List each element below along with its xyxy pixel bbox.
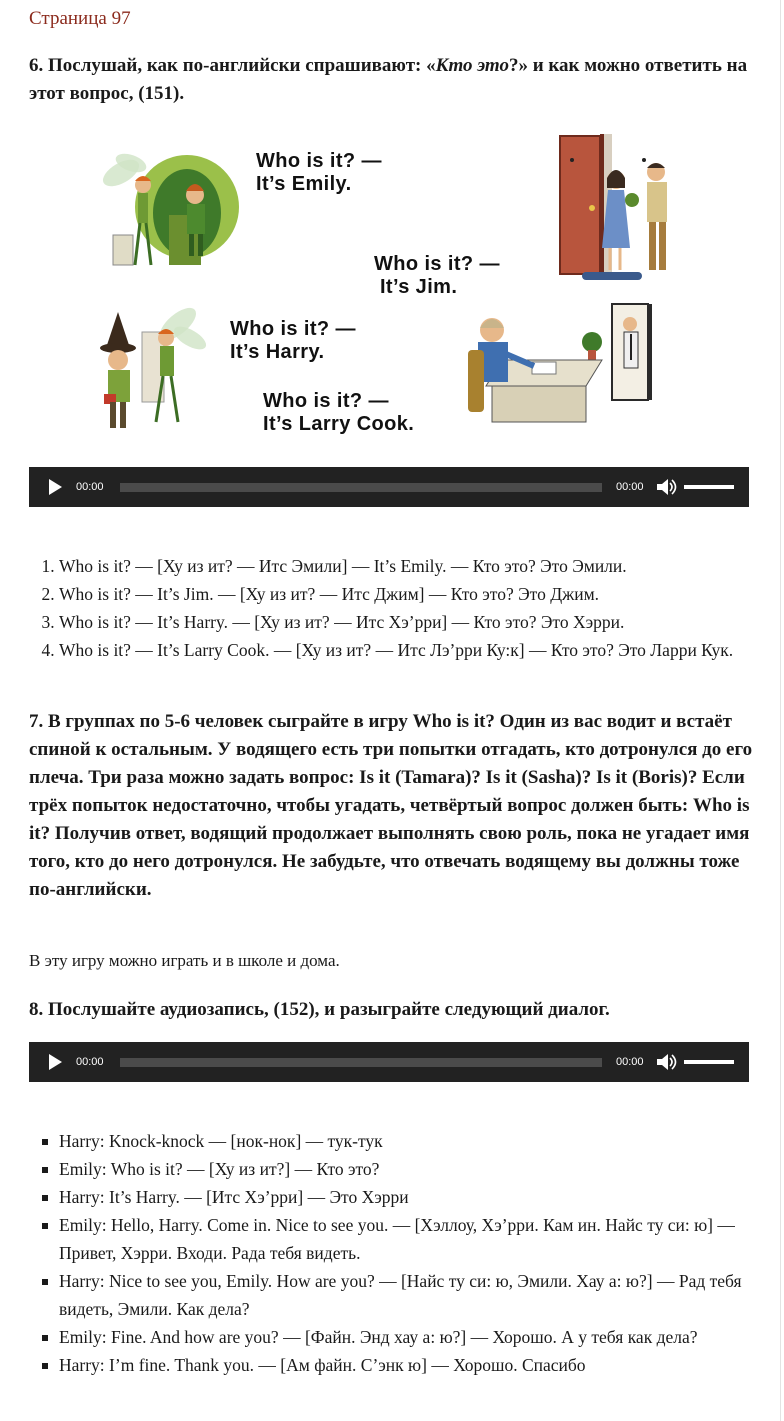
list-item: Emily: Hello, Harry. Come in. Nice to see you. — [Хэллоу, Хэ’рри. Кам ин. Найс ту си: ю] — Привет, Хэрри. Входи. Рада тебя видеть. — [59, 1211, 784, 1267]
task-8-heading: 8. Послушайте аудиозапись, (152), и разыграйте следующий диалог. — [29, 999, 610, 1020]
seek-bar[interactable] — [120, 1058, 602, 1067]
duration-time: 00:00 — [616, 1056, 644, 1068]
duration-time: 00:00 — [616, 481, 644, 493]
caption-jim: Who is it? — It’s Jim. — [374, 253, 500, 298]
list-item: 1. Who is it? — [Ху из ит? — Итс Эмили] — It’s Emily. — Кто это? Это Эмили. — [59, 552, 784, 580]
list-item: 4. Who is it? — It’s Larry Cook. — [Ху из ит? — Итс Лэ’рри Ку:к] — Кто это? Это Ларри Кук. — [59, 636, 784, 664]
audio-player-151 — [29, 467, 749, 507]
task-6-heading-italic: Кто это — [435, 55, 509, 76]
audio-player-152 — [29, 1042, 749, 1082]
task-6-heading-text: 6. Послушай, как по-английски спрашивают: « — [29, 55, 436, 76]
emily-fairy-picture — [95, 145, 245, 270]
list-item: Emily: Fine. And how are you? — [Файн. Энд хау а: ю?] — Хорошо. А у тебя как дела? — [59, 1323, 784, 1351]
list-item: 3. Who is it? — It’s Harry. — [Ху из ит? — Итс Хэ’рри] — Кто это? Это Хэрри. — [59, 608, 784, 636]
list-item: Harry: I’m fine. Thank you. — [Ам файн. С’энк ю] — Хорошо. Спасибо — [59, 1351, 784, 1379]
volume-icon[interactable] — [656, 1053, 678, 1071]
list-item: Harry: Nice to see you, Emily. How are you? — [Найс ту си: ю, Эмили. Хау а: ю?] — Рад тебя видеть, Эмили. Как дела? — [59, 1267, 784, 1323]
harry-fairy-picture — [90, 298, 220, 438]
caption-larry-cook: Who is it? — It’s Larry Cook. — [263, 390, 415, 435]
dialog-list — [29, 1127, 784, 1379]
list-item: 2. Who is it? — It’s Jim. — [Ху из ит? — Итс Джим] — Кто это? Это Джим. — [59, 580, 784, 608]
translation-list — [29, 552, 784, 664]
seek-bar[interactable] — [120, 483, 602, 492]
list-item: Harry: It’s Harry. — [Итс Хэ’рри] — Это Хэрри — [59, 1183, 784, 1211]
task-7-heading: 7. В группах по 5-6 человек сыграйте в игру Who is it? Один из вас водит и встаёт спиной к остальным. У водящего есть три попытки отгадать, кто дотронулся до его плеча. Три раза можно задать вопрос: Is it (Tamara)? Is it (Sasha)? Is it (Boris)? Если трёх попыток недостаточно, чтобы угадать, четвёртый вопрос должен быть: Who is it? Получив ответ, водящий продолжает выполнять свою роль, пока не угадает имя того, кто до него дотронулся. Не забудьте, что отвечать водящему вы должны тоже по-английски. — [29, 711, 753, 900]
play-icon[interactable] — [49, 479, 62, 495]
list-item: Emily: Who is it? — [Ху из ит?] — Кто это? — [59, 1155, 784, 1183]
task-6-heading — [29, 52, 755, 108]
volume-icon[interactable] — [656, 478, 678, 496]
larry-cook-office-picture — [462, 300, 682, 440]
task-6-heading-end: ?» и как можно ответить на этот вопрос, (151). — [29, 55, 748, 104]
textbook-illustration — [90, 120, 690, 440]
current-time: 00:00 — [76, 481, 104, 493]
task-7-note: В эту игру можно играть и в школе и дома. — [29, 951, 340, 970]
jim-door-picture — [552, 130, 682, 290]
caption-harry: Who is it? — It’s Harry. — [230, 318, 356, 363]
page-number-label: Страница 97 — [29, 8, 131, 29]
play-icon[interactable] — [49, 1054, 62, 1070]
volume-slider[interactable] — [684, 485, 734, 489]
caption-emily: Who is it? — It’s Emily. — [256, 150, 382, 195]
list-item: Harry: Knock-knock — [нок-нок] — тук-тук — [59, 1127, 784, 1155]
volume-slider[interactable] — [684, 1060, 734, 1064]
current-time: 00:00 — [76, 1056, 104, 1068]
